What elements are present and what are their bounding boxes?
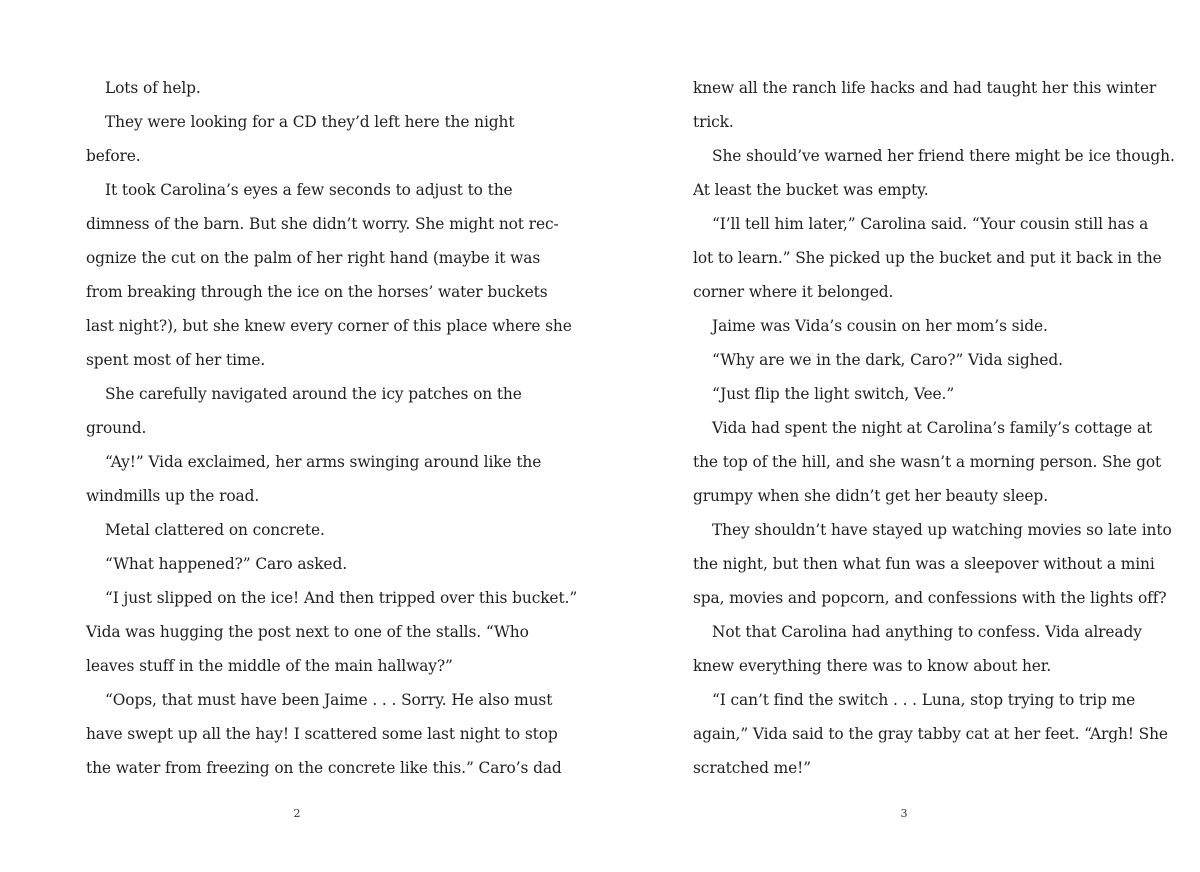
text-line: She carefully navigated around the icy patches on the	[105, 385, 522, 403]
text-line: dimness of the barn. But she didn’t worry. She might not rec-	[86, 215, 559, 233]
text-line: Vida had spent the night at Carolina’s family’s cottage at	[712, 419, 1153, 437]
text-line: “I’ll tell him later,” Carolina said. “Your cousin still has a	[712, 215, 1149, 233]
text-line: again,” Vida said to the gray tabby cat at her feet. “Argh! She	[693, 725, 1168, 743]
text-line: leaves stuff in the middle of the main hallway?”	[86, 657, 453, 675]
text-line: the top of the hill, and she wasn’t a morning person. She got	[693, 453, 1162, 471]
left-page-text	[86, 71, 578, 785]
text-line: the night, but then what fun was a sleepover without a mini	[693, 555, 1155, 573]
text-line: ground.	[86, 419, 147, 437]
text-line: before.	[86, 147, 141, 165]
text-line: “I just slipped on the ice! And then tripped over this bucket.”	[105, 589, 578, 607]
right-page-text	[693, 71, 1175, 785]
text-line: It took Carolina’s eyes a few seconds to adjust to the	[105, 181, 513, 199]
text-line: spa, movies and popcorn, and confessions with the lights off?	[693, 589, 1167, 607]
text-line: They were looking for a CD they’d left here the night	[105, 113, 515, 131]
text-line: have swept up all the hay! I scattered some last night to stop	[86, 725, 558, 743]
text-line: windmills up the road.	[86, 487, 260, 505]
text-line: “Oops, that must have been Jaime . . . Sorry. He also must	[105, 691, 553, 709]
text-line: “Ay!” Vida exclaimed, her arms swinging around like the	[105, 453, 542, 471]
text-line: At least the bucket was empty.	[693, 181, 929, 199]
text-line: trick.	[693, 113, 734, 131]
text-line: “Why are we in the dark, Caro?” Vida sighed.	[712, 351, 1063, 369]
text-line: knew all the ranch life hacks and had taught her this winter	[693, 79, 1157, 97]
text-line: lot to learn.” She picked up the bucket and put it back in the	[693, 249, 1162, 267]
text-line: Metal clattered on concrete.	[105, 521, 325, 539]
text-line: Lots of help.	[105, 79, 201, 97]
text-line: ognize the cut on the palm of her right hand (maybe it was	[86, 249, 541, 267]
text-line: from breaking through the ice on the horses’ water buckets	[86, 283, 548, 301]
text-line: “I can’t find the switch . . . Luna, stop trying to trip me	[712, 691, 1136, 709]
text-line: Vida was hugging the post next to one of the stalls. “Who	[86, 623, 529, 641]
text-line: Not that Carolina had anything to confess. Vida already	[712, 623, 1142, 641]
text-line: Jaime was Vida’s cousin on her mom’s side.	[712, 317, 1048, 335]
text-line: the water from freezing on the concrete like this.” Caro’s dad	[86, 759, 562, 777]
text-line: knew everything there was to know about her.	[693, 657, 1052, 675]
page-number: 2	[293, 807, 301, 820]
text-line: grumpy when she didn’t get her beauty sleep.	[693, 487, 1048, 505]
text-line: “What happened?” Caro asked.	[105, 555, 347, 573]
text-line: They shouldn’t have stayed up watching movies so late into	[712, 521, 1172, 539]
text-line: scratched me!”	[693, 759, 811, 777]
text-line: corner where it belonged.	[693, 283, 894, 301]
text-line: She should’ve warned her friend there might be ice though.	[712, 147, 1175, 165]
page-number: 3	[900, 807, 908, 820]
text-line: “Just flip the light switch, Vee.”	[712, 385, 955, 403]
text-line: last night?), but she knew every corner of this place where she	[86, 317, 572, 335]
text-line: spent most of her time.	[86, 351, 266, 369]
